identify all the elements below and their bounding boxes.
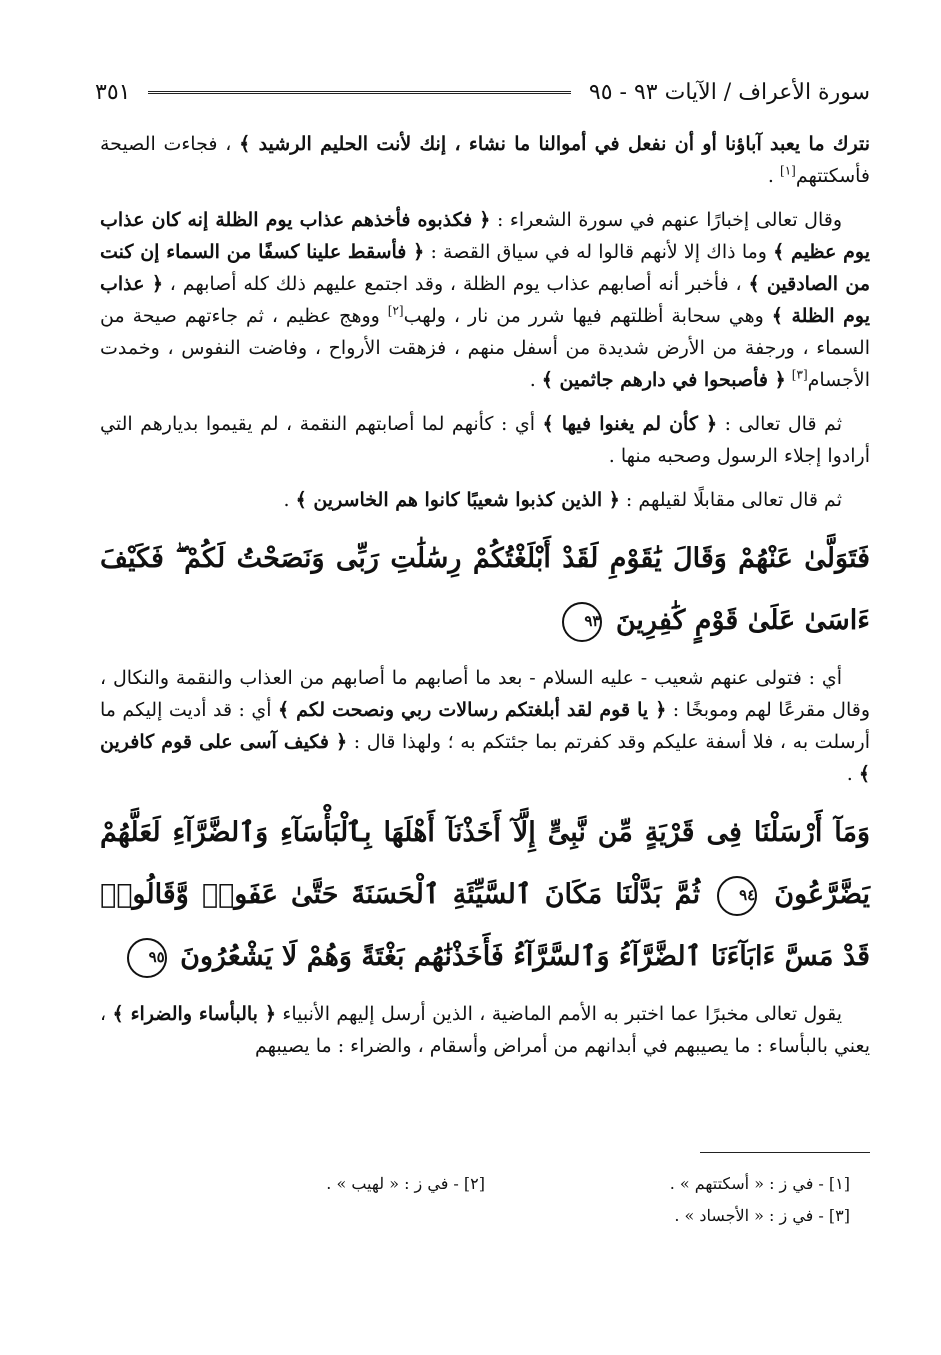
- text-run: .: [767, 165, 781, 187]
- paragraph: [100, 408, 870, 472]
- text-run: أي : كأنهم لما أصابتهم النقمة ، لم يقيموا بديارهم التي أرادوا إجلاء الرسول وصحبه منها .: [100, 413, 870, 467]
- text-run: وقال تعالى إخبارًا عنهم في سورة الشعراء :: [490, 209, 843, 231]
- paragraph: [100, 998, 870, 1062]
- quoted-verse: ﴿ يا قوم لقد أبلغتكم رسالات ربي ونصحت لكم ﴾: [278, 699, 667, 721]
- quoted-verse: ﴿ الذين كذبوا شعيبًا كانوا هم الخاسرين ﴾: [295, 489, 620, 511]
- ayah-number-marker: ٩٤: [717, 876, 757, 916]
- verse-text: فَتَوَلَّىٰ عَنْهُمْ وَقَالَ يَٰقَوْمِ لَقَدْ أَبْلَغْتُكُمْ رِسَٰلَٰتِ رَبِّى وَنَصَحْتُ لَكُمْ ۖ فَكَيْفَ ءَاسَىٰ عَلَىٰ قَوْمٍ كَٰفِرِينَ: [100, 543, 870, 636]
- quoted-verse: ﴿ فأسقط علينا كسفًا من السماء إن كنت من الصادقين ﴾: [100, 241, 871, 295]
- text-run: .: [529, 369, 542, 391]
- ayah-number-marker: ٩٣: [562, 602, 602, 642]
- text-run: .: [283, 489, 296, 511]
- text-run: ووهج عظيم ، ثم جاءتهم صيحة من السماء ، ورجفة من الأرض شديدة من أسفل منهم ، فزهقت الأرواح ، وفاضت النفوس ، وخمدت الأجسام: [100, 305, 870, 391]
- verse-text: ثُمَّ بَدَّلْنَا مَكَانَ ٱلسَّيِّئَةِ ٱلْحَسَنَةَ حَتَّىٰ عَفَوا۟ وَّقَالُوا۟ قَدْ مَسَّ ءَابَآءَنَا ٱلضَّرَّآءُ وَٱلسَّرَّآءُ فَأَخَذْنَٰهُم بَغْتَةً وَهُمْ لَا يَشْعُرُونَ: [100, 879, 870, 972]
- text-run: ثم قال تعالى مقابلًا لقيلهم :: [619, 489, 842, 511]
- text-run: وهي سحابة أظلتهم فيها شرر من نار ، ولهب: [403, 305, 772, 327]
- text-run: ، فجاءت الصيحة فأسكتتهم: [100, 133, 870, 187]
- surah-title: سورة الأعراف / الآيات ٩٣ - ٩٥: [588, 79, 870, 105]
- ayah-number-marker: ٩٥: [127, 938, 167, 978]
- commentary-block-1: [100, 128, 870, 516]
- commentary-block-3: [100, 998, 870, 1062]
- paragraph: [100, 204, 870, 396]
- quoted-verse: نترك ما يعبد آباؤنا أو أن نفعل في أموالنا ما نشاء ، إنك لأنت الحليم الرشيد ﴾: [239, 133, 871, 155]
- text-run: ، فأخبر أنه أصابهم عذاب يوم الظلة ، وقد اجتمع عليهم ذلك كله أصابهم ،: [162, 273, 749, 295]
- text-run: ، يعني بالبأساء : ما يصيبهم في أبدانهم من أمراض وأسقام ، والضراء : ما يصيبهم: [100, 1003, 870, 1057]
- quran-verse-93: [100, 528, 870, 652]
- footnote-row: [120, 1200, 850, 1232]
- footnote-2: [٢] - في ز : « لهيب » .: [326, 1174, 485, 1193]
- page-header: [95, 72, 870, 112]
- verse-text: وَمَآ أَرْسَلْنَا فِى قَرْيَةٍ مِّن نَّبِىٍّ إِلَّآ أَخَذْنَآ أَهْلَهَا بِٱلْبَأْسَآءِ وَٱلضَّرَّآءِ لَعَلَّهُمْ يَضَّرَّعُونَ: [100, 817, 870, 910]
- quran-verse-94-95: [100, 802, 870, 988]
- footnote-3: [٣] - في ز : « الأجساد » .: [674, 1206, 850, 1225]
- quoted-verse: ﴿ بالبأساء والضراء ﴾: [112, 1003, 277, 1025]
- text-run: أي : فتولى عنهم شعيب - عليه السلام - بعد ما أصابهم ما أصابهم من العذاب والنقمة والنكال ، وقال مقرعًا لهم وموبخًا :: [100, 667, 871, 721]
- quoted-verse: ﴿ كأن لم يغنوا فيها ﴾: [542, 413, 718, 435]
- text-run: .: [846, 763, 859, 785]
- page-body: [100, 128, 870, 1074]
- quoted-verse: ﴿ عذاب يوم الظلة ﴾: [100, 273, 870, 327]
- footnote-row: [120, 1168, 850, 1200]
- quoted-verse: ﴿ فكذبوه فأخذهم عذاب يوم الظلة إنه كان عذاب يوم عظيم ﴾: [100, 209, 870, 263]
- footnote-1: [١] - في ز : « أسكتتهم » .: [669, 1174, 850, 1193]
- paragraph: [100, 128, 870, 192]
- footnote-divider: [700, 1152, 870, 1153]
- paragraph: [100, 662, 870, 790]
- commentary-block-2: [100, 662, 870, 790]
- page-number: ٣٥١: [95, 79, 131, 105]
- footnotes: [120, 1168, 850, 1232]
- footnote-reference: [٣]: [791, 367, 808, 382]
- text-run: يقول تعالى مخبرًا عما اختبر به الأمم الماضية ، الذين أرسل إليهم الأنبياء: [276, 1003, 843, 1025]
- footnote-reference: [١]: [780, 163, 796, 178]
- text-run: وما ذاك إلا لأنهم قالوا له في سياق القصة :: [424, 241, 774, 263]
- quoted-verse: ﴿ فكيف آسى على قوم كافرين ﴾: [100, 731, 870, 785]
- text-run: أي : قد أديت إليكم ما أرسلت به ، فلا أسفة عليكم وقد كفرتم بما جئتكم به ؛ ولهذا قال :: [100, 699, 871, 753]
- quoted-verse: ﴿ فأصبحوا في دارهم جاثمين ﴾: [541, 369, 786, 391]
- footnote-reference: [٢]: [387, 303, 404, 318]
- text-run: ثم قال تعالى :: [717, 413, 842, 435]
- header-divider: [148, 91, 570, 94]
- paragraph: [100, 484, 870, 516]
